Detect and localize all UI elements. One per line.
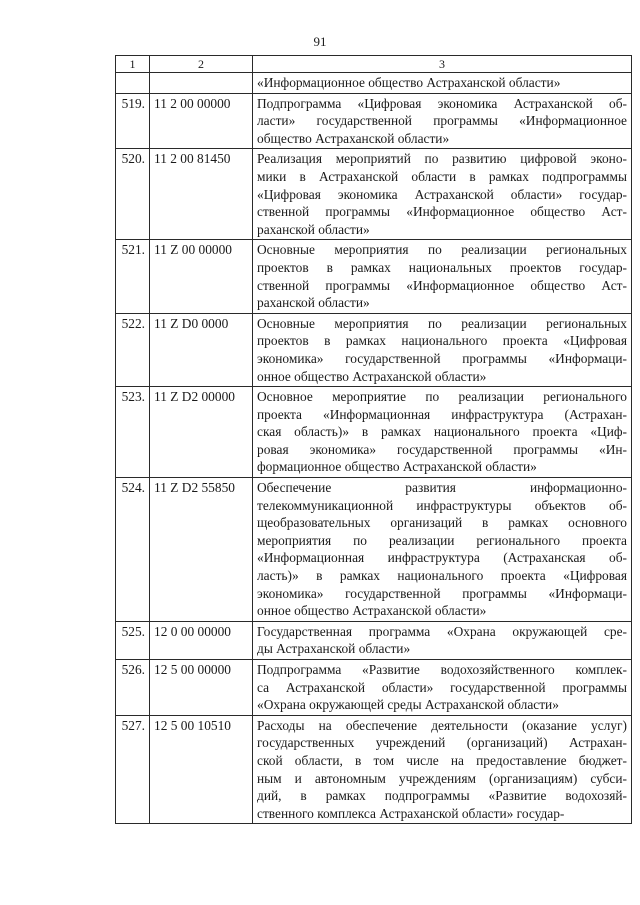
table-header-row	[116, 56, 632, 73]
row-description	[253, 73, 632, 94]
row-number	[116, 73, 150, 94]
row-description	[253, 660, 632, 716]
row-code: 12 5 00 10510	[150, 715, 253, 824]
description-line: «Охрана окружающей среды Астраханской области»	[257, 697, 559, 713]
description-line: раханской области»	[257, 295, 370, 311]
row-number: 526.	[116, 660, 150, 716]
table-row	[116, 93, 632, 149]
row-description	[253, 149, 632, 240]
description-line: Государственная программа «Охрана окружающей сре-	[257, 623, 627, 639]
description-line: проекта «Информационная инфраструктура (Астрахан-	[257, 406, 627, 422]
description-line: Основные мероприятия по реализации региональных	[257, 315, 627, 331]
description-line: са Астраханской области» государственной программы	[257, 679, 627, 695]
row-number: 525.	[116, 621, 150, 659]
row-description	[253, 387, 632, 478]
description-line: ровая экономика» государственной программы «Ин-	[257, 441, 627, 457]
row-description	[253, 240, 632, 313]
row-code	[150, 73, 253, 94]
description-line: ды Астраханской области»	[257, 641, 411, 657]
row-description	[253, 715, 632, 824]
description-line: ственной программы «Информационное общество Аст-	[257, 277, 627, 293]
table-row	[116, 313, 632, 386]
row-code: 12 5 00 00000	[150, 660, 253, 716]
description-line: ласть)» в рамках национального проекта «Цифровая	[257, 568, 627, 584]
classification-table	[115, 55, 632, 824]
description-line: проектов в рамках национальных проектов государ-	[257, 259, 627, 275]
description-line: экономика» государственной программы «Информаци-	[257, 350, 627, 366]
column-header-3: 3	[253, 56, 632, 73]
table-row	[116, 387, 632, 478]
description-line: ственного комплекса Астраханской области» государ-	[257, 805, 565, 821]
description-line: мики в Астраханской области в рамках подпрограммы	[257, 168, 627, 184]
description-line: Основное мероприятие по реализации регионального	[257, 389, 627, 405]
row-code: 11 Z D2 55850	[150, 478, 253, 622]
row-number: 524.	[116, 478, 150, 622]
row-number: 527.	[116, 715, 150, 824]
row-description	[253, 313, 632, 386]
description-line: раханской области»	[257, 221, 370, 237]
description-line: щеобразовательных организаций в рамках основного	[257, 515, 627, 531]
row-description	[253, 93, 632, 149]
description-line: Расходы на обеспечение деятельности (оказание услуг)	[257, 717, 627, 733]
description-line: ственной программы «Информационное общество Аст-	[257, 204, 627, 220]
row-code: 11 Z D0 0000	[150, 313, 253, 386]
table-row	[116, 478, 632, 622]
description-line: Обеспечение развития информационно-	[257, 480, 627, 496]
description-line: проектов в рамках национального проекта «Цифровая	[257, 333, 627, 349]
description-line: онное общество Астраханской области»	[257, 368, 487, 384]
description-line: «Цифровая экономика Астраханской области» государ-	[257, 186, 627, 202]
table-row	[116, 240, 632, 313]
row-number: 520.	[116, 149, 150, 240]
description-line: государственных учреждений (организаций) Астрахан-	[257, 735, 627, 751]
row-code: 11 Z 00 00000	[150, 240, 253, 313]
table-row	[116, 660, 632, 716]
description-line: «Информационная инфраструктура (Астраханская об-	[257, 550, 627, 566]
description-line: мероприятия по реализации регионального проекта	[257, 532, 627, 548]
row-description	[253, 621, 632, 659]
description-line: экономика» государственной программы «Информаци-	[257, 585, 627, 601]
column-header-1: 1	[116, 56, 150, 73]
page-number: 91	[313, 34, 327, 49]
continuation-row	[116, 73, 632, 94]
row-number: 523.	[116, 387, 150, 478]
description-line: Подпрограмма «Развитие водохозяйственного комплек-	[257, 662, 627, 677]
row-code: 11 Z D2 00000	[150, 387, 253, 478]
description-line: ным и автономным учреждениям (организациям) субси-	[257, 770, 627, 786]
description-line: Подпрограмма «Цифровая экономика Астраханской об-	[257, 95, 627, 111]
description-line: Реализация мероприятий по развитию цифровой эконо-	[257, 151, 627, 167]
description-line: формационное общество Астраханской области»	[257, 459, 537, 475]
description-line: телекоммуникационной инфраструктуры объектов об-	[257, 497, 627, 513]
description-line: ласти» государственной программы «Информационное	[257, 113, 627, 129]
table-row	[116, 621, 632, 659]
table-row	[116, 715, 632, 824]
description-line: ской области, в том числе на предоставление бюджет-	[257, 752, 627, 768]
column-header-2: 2	[150, 56, 253, 73]
row-code: 11 2 00 81450	[150, 149, 253, 240]
row-code: 11 2 00 00000	[150, 93, 253, 149]
row-number: 522.	[116, 313, 150, 386]
row-description	[253, 478, 632, 622]
table-row	[116, 149, 632, 240]
description-line: ская область)» в рамках национального проекта «Циф-	[257, 424, 627, 440]
description-line: дий, в рамках подпрограммы «Развитие водохозяй-	[257, 788, 627, 804]
description-line: Основные мероприятия по реализации региональных	[257, 242, 627, 258]
row-code: 12 0 00 00000	[150, 621, 253, 659]
row-number: 521.	[116, 240, 150, 313]
description-line: «Информационное общество Астраханской области»	[257, 75, 561, 90]
row-number: 519.	[116, 93, 150, 149]
description-line: онное общество Астраханской области»	[257, 603, 487, 619]
description-line: общество Астраханской области»	[257, 130, 450, 146]
